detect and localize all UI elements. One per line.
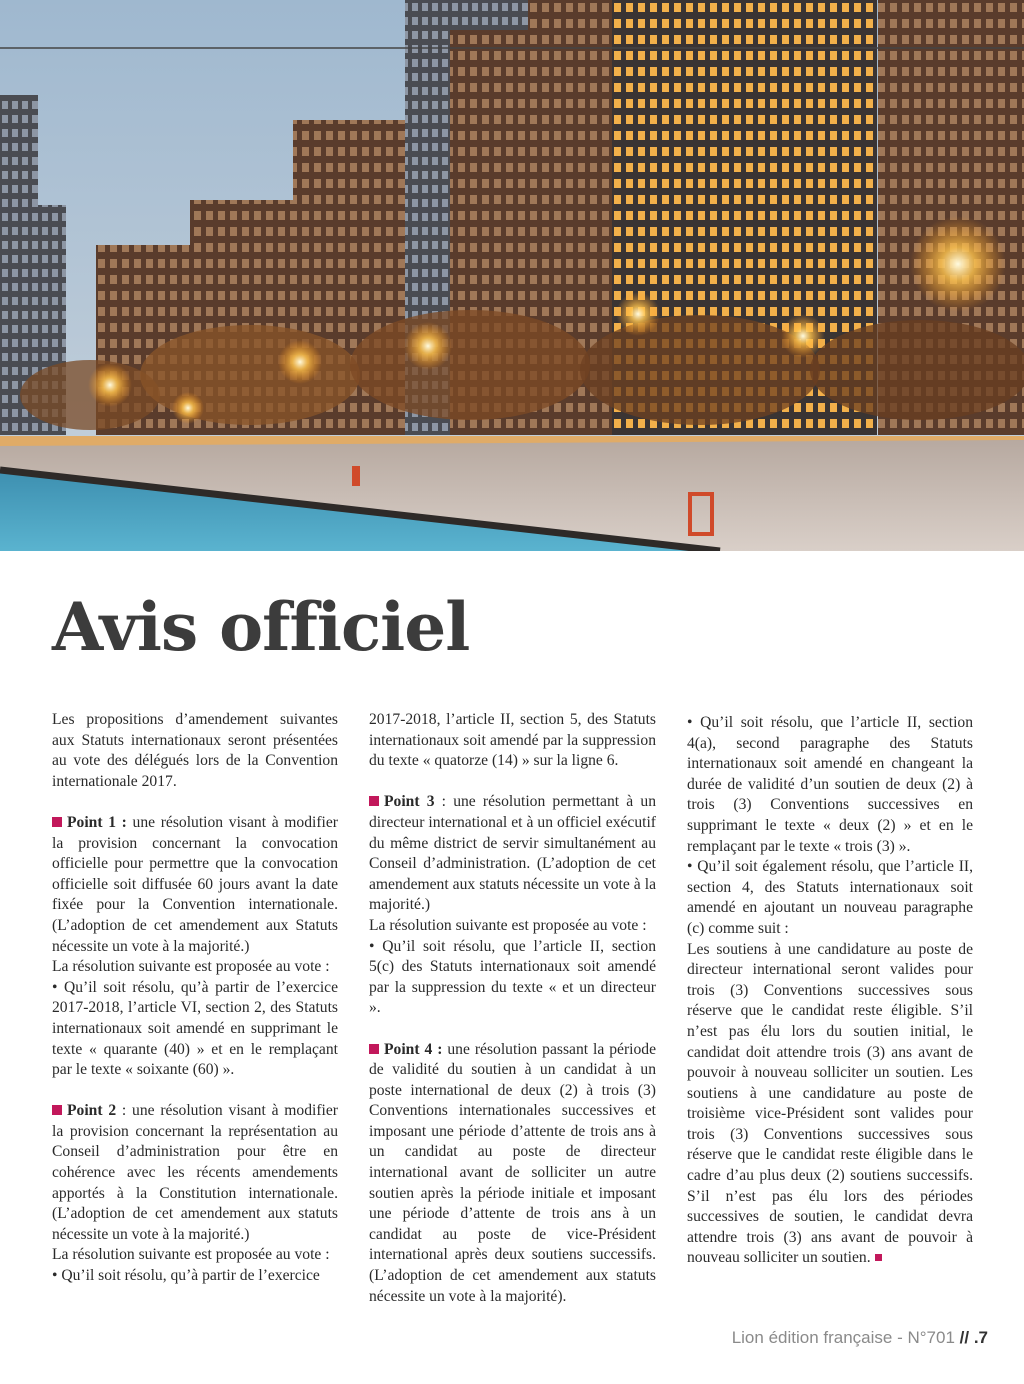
bullet-square-icon [52,1105,62,1115]
city-skyline-image [0,0,1024,551]
new-paragraph-c [687,940,973,1270]
hero-photo [0,0,1024,551]
point-3-text: : une résolution permettant à un directeur international et à un officiel exécutif du même district de servir simultanément au Conseil d’administration. (L’adoption de cet amendement aux statuts nécessite un vote à la majorité.) [369,793,656,914]
point-3-label: Point 3 [384,793,435,811]
new-paragraph-text: Les soutiens à une candidature au poste de directeur international seront valides pour trois (3) Conventions successives sous réserve que le candidat reste éligible. S’il n’est pas élu lors du soutien initial, le candidat doit attendre trois (3) ans avant de pouvoir à nouveau solliciter un soutien. Les soutiens à une candidature au poste de troisième vice-Président sont valides pour trois (3) Conventions successives sous réserve que le candidat reste éligible dans le cadre d’au plus deux (2) soutiens successifs. S’il n’est pas élu lors des périodes successives de soutien, le candidat devra attendre trois (3) ans avant de pouvoir à nouveau solliciter un soutien. [687,940,973,1267]
publication-name: Lion édition française - N°701 [731,1328,955,1347]
point-4-label: Point 4 : [384,1040,443,1058]
end-mark-icon [875,1254,882,1261]
bullet-square-icon [369,1044,379,1054]
resolution-intro: La résolution suivante est proposée au vote : [52,1246,330,1264]
text-column-2 [369,710,656,1307]
bullet-square-icon [369,796,379,806]
point-1-label: Point 1 : [67,813,127,831]
text-column-1 [52,710,338,1287]
resolution-item: • Qu’il soit résolu, que l’article II, section 5(c) des Statuts internationaux soit amendé par la suppression du texte « et un directeur ». [369,937,656,1017]
point-1-paragraph [52,813,338,957]
point-1-text: une résolution visant à modifier la provision concernant la convocation officielle pour permettre que la convocation officielle soit diffusée 60 jours avant la date fixée pour la Convention internationale. (L’adoption de cet amendement aux Statuts nécessite un vote à la majorité.) [52,813,338,955]
text-column-3 [687,713,973,1269]
resolution-item: • Qu’il soit résolu, qu’à partir de l’exercice 2017-2018, l’article VI, section 2, des Statuts internationaux soit amendé en supprimant le texte « quarante (40) » et en le remplaçant par le texte « soixante (60) ». [52,978,338,1079]
page-title: Avis officiel [52,588,470,666]
point-3-paragraph [369,792,656,916]
resolution-item: • Qu’il soit résolu, qu’à partir de l’exercice [52,1267,320,1285]
resolution-intro: La résolution suivante est proposée au vote : [369,916,647,934]
page-number: .7 [969,1328,988,1347]
point-4-paragraph [369,1040,656,1308]
point-4-text: une résolution passant la période de validité du soutien à un candidat à un poste international de deux (2) à trois (3) Conventions internationales successives et imposant une période d’attente de trois ans à un candidat au poste de directeur international avant de solliciter un autre soutien après la période initiale et imposant une période d’attente de trois ans à un candidat au poste de vice-Président international après deux soutiens successifs. (L’adoption de cet amendement aux statuts nécessite un vote à la majorité). [369,1040,656,1305]
footer-separator: // [954,1328,970,1347]
bullet-square-icon [52,817,62,827]
resolution-intro: La résolution suivante est proposée au vote : [52,958,330,976]
point-2-text: : une résolution visant à modifier la provision concernant la représentation au Conseil d’administration pour être en cohérence avec les récents amendements apportés à la Constitution internationale. (L’adoption de cet amendement aux statuts nécessite un vote à la majorité.) [52,1102,338,1243]
intro-paragraph: Les propositions d’amendement suivantes aux Statuts internationaux seront présentées au vote des délégués lors de la Convention internationale 2017. [52,711,338,790]
point-2-label: Point 2 [67,1102,117,1120]
point-2-paragraph [52,1101,338,1245]
resolution-item: • Qu’il soit également résolu, que l’article II, section 4, des Statuts internationaux soit amendé en ajoutant un nouveau paragraphe (c) comme suit : [687,858,973,937]
resolution-continuation: 2017-2018, l’article II, section 5, des Statuts internationaux soit amendé par la suppression du texte « quatorze (14) » sur la ligne 6. [369,711,656,770]
page-footer [732,1328,988,1348]
resolution-item: • Qu’il soit résolu, que l’article II, section 4(a), second paragraphe des Statuts internationaux soit amendé en changeant la durée de validité d’un soutien de deux (2) à trois (3) Conventions successives en supprimant le texte « deux (2) » et en le remplaçant par le texte « trois (3) ». [687,714,973,855]
